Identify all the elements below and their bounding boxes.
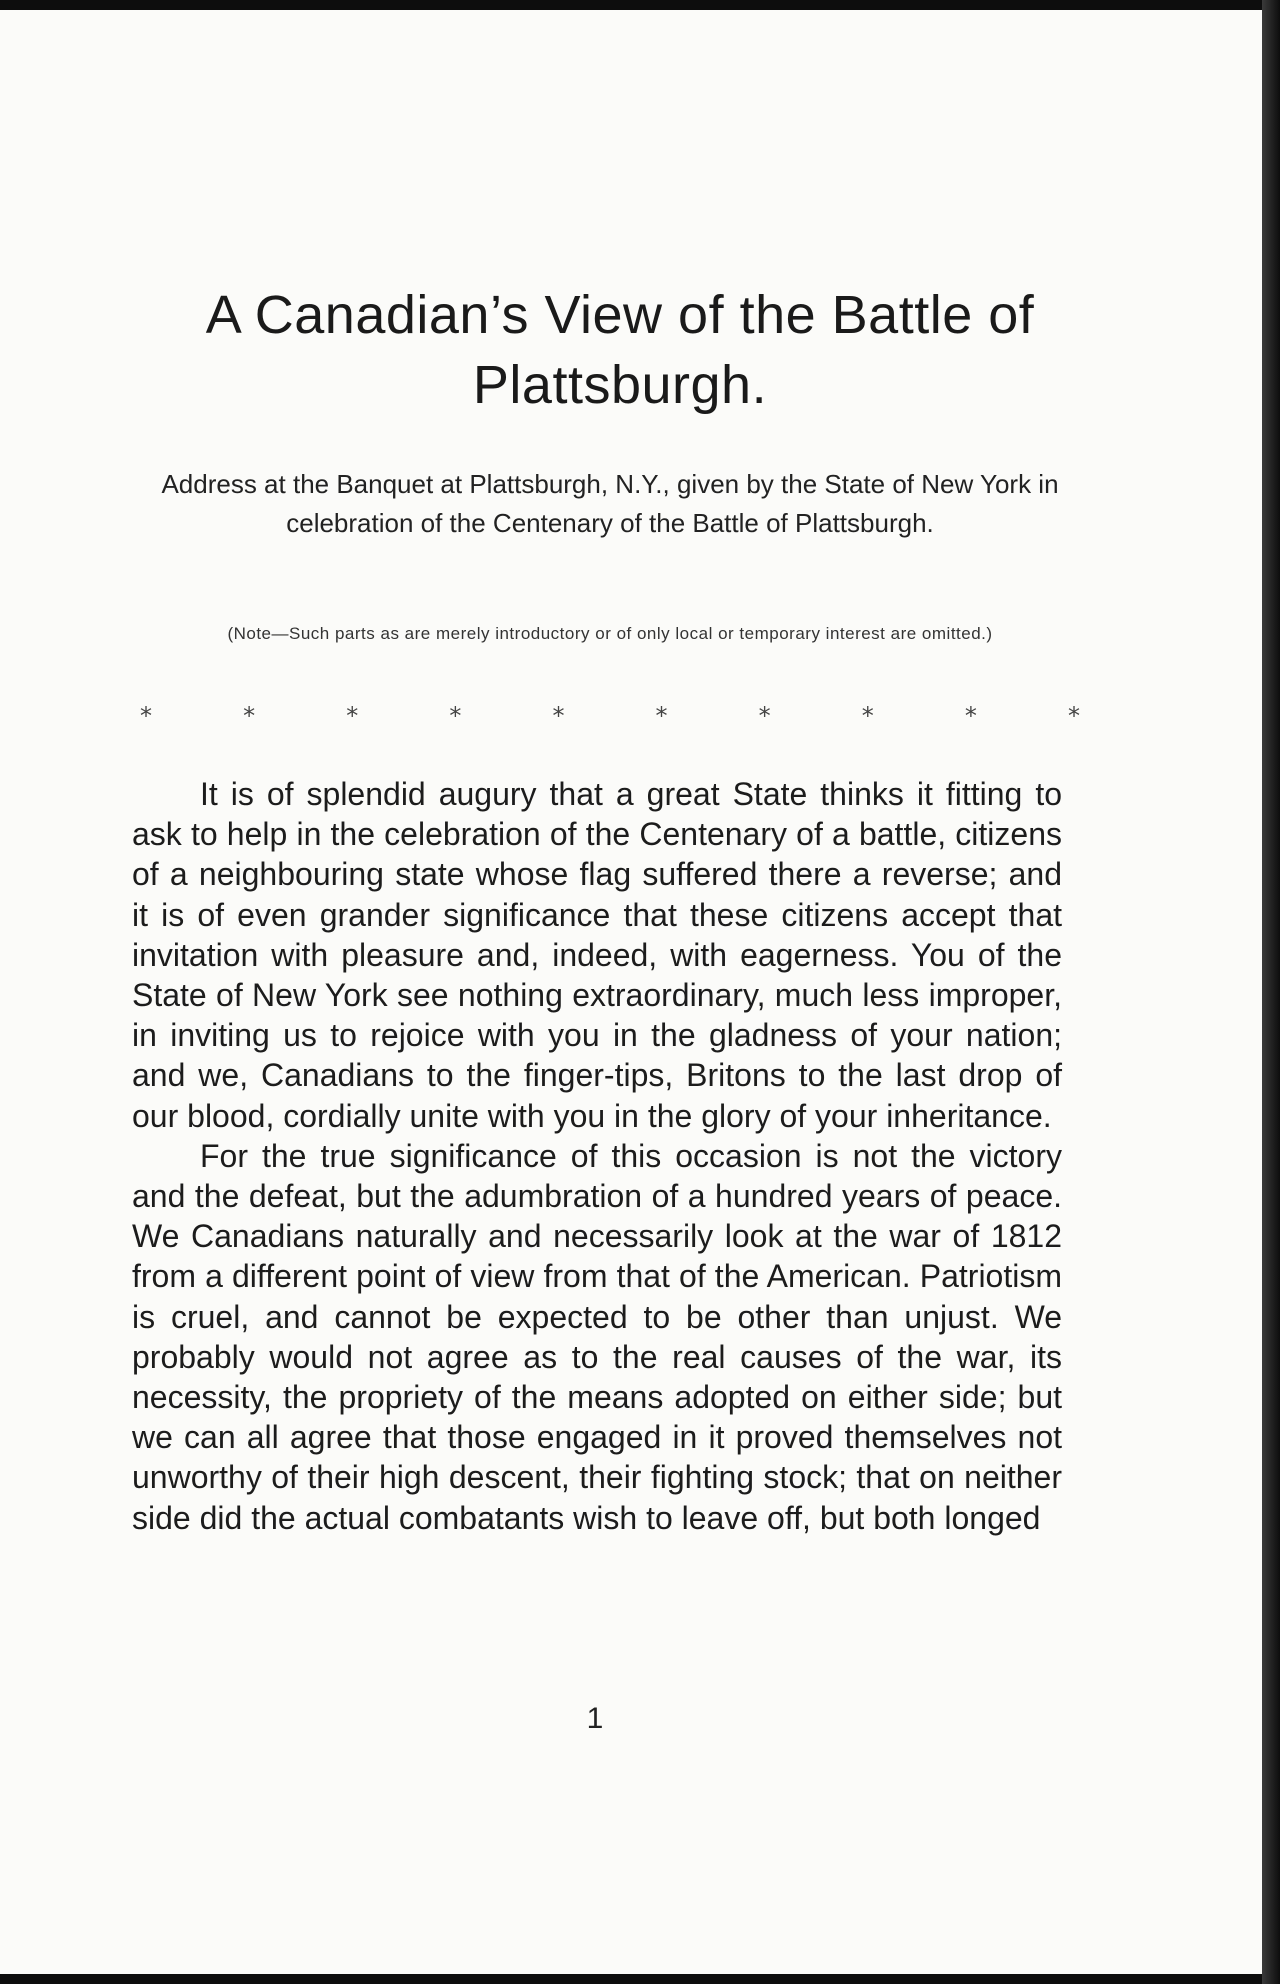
separator-star: * xyxy=(449,702,462,730)
paragraph: It is of splendid augury that a great State thinks it fitting to ask to help in the celebration of the Centenary of a battle, citizens of a neighbouring state whose flag suffered there a reverse; and it is of even grander significance that these citizens accept that invitation with pleasure and, indeed, with eagerness. You of the State of New York see nothing extraordinary, much less improper, in inviting us to rejoice with you in the gladness of your nation; and we, Canadians to the finger-tips, Britons to the last drop of our blood, cordially unite with you in the glory of your inheritance. xyxy=(132,776,1062,1134)
page-title: A Canadian’s View of the Battle of Plattsburgh. xyxy=(205,285,1035,415)
separator-star: * xyxy=(552,702,565,730)
page-subtitle: Address at the Banquet at Plattsburgh, N.Y., given by the State of New York in celebration of the Centenary of the Battle of Plattsburgh. xyxy=(161,469,1059,538)
separator-star: * xyxy=(243,702,256,730)
editorial-note: (Note—Such parts as are merely introductory or of only local or temporary interest are omitted.) xyxy=(227,624,993,643)
scan-bottom-edge xyxy=(0,1974,1280,1984)
separator-star: * xyxy=(1067,702,1080,730)
paragraph: For the true significance of this occasion is not the victory and the defeat, but the adumbration of a hundred years of peace. We Canadians naturally and necessarily look at the war of 1812 from a different point of view from that of the American. Patriotism is cruel, and cannot be expected to be other than unjust. We probably would not agree as to the real causes of the war, its necessity, the propriety of the means adopted on either side; but we can all agree that those engaged in it proved themselves not unworthy of their high descent, their fighting stock; that on neither side did the actual combatants wish to leave off, but both longed xyxy=(132,1137,1062,1536)
separator-star: * xyxy=(964,702,977,730)
separator-star: * xyxy=(861,702,874,730)
page-number: 1 xyxy=(586,1702,604,1735)
separator-star: * xyxy=(758,702,771,730)
separator-star: * xyxy=(655,702,668,730)
separator-star: * xyxy=(140,702,152,730)
separator-star: * xyxy=(346,702,359,730)
scan-right-edge xyxy=(1262,0,1280,1984)
scan-top-edge xyxy=(0,0,1280,10)
body-text xyxy=(132,774,1062,1538)
document-page xyxy=(0,10,1262,1974)
section-separator xyxy=(140,702,1080,730)
